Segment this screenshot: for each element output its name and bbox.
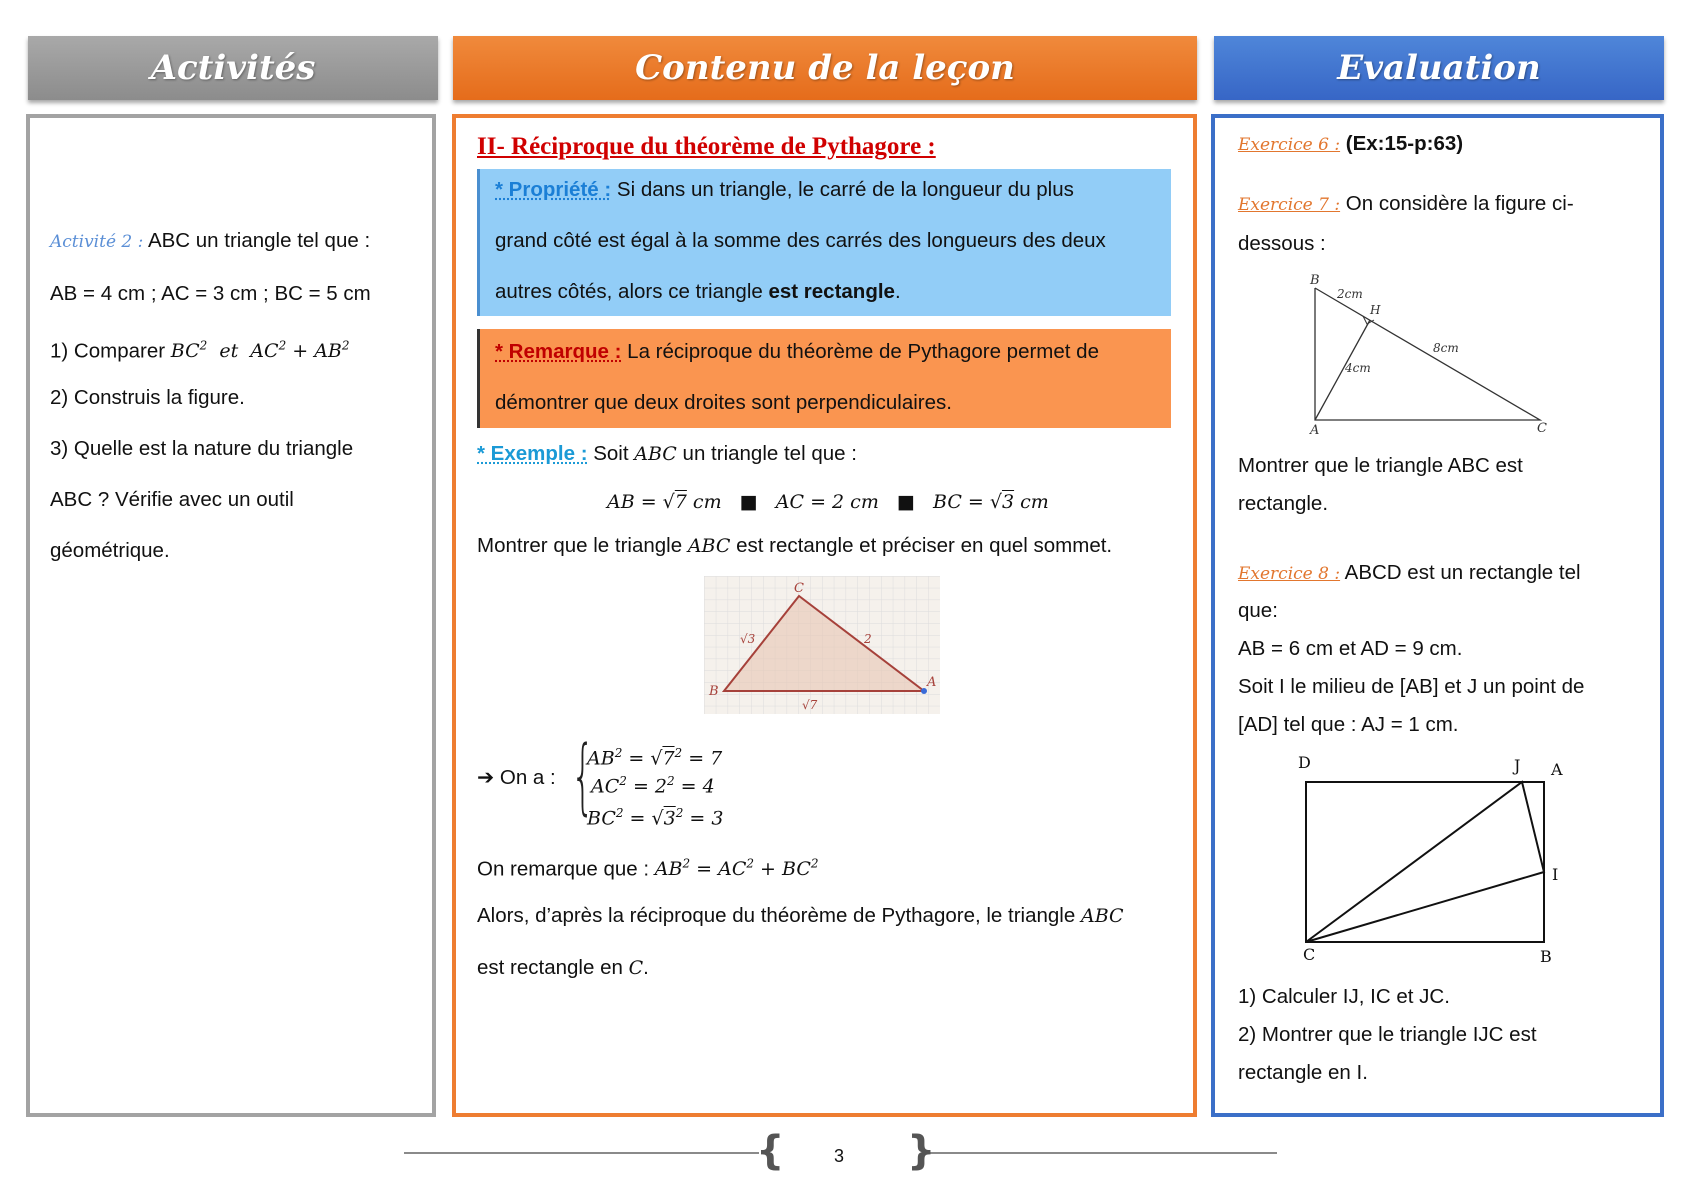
activite-q1-math: $BC^2$ et $AC^2 + AB^2$	[170, 339, 350, 363]
propriete-text3b: est rectangle	[768, 280, 895, 303]
ex8-line4: Soit I le milieu de [AB] et J un point de	[1238, 675, 1585, 698]
rect-en-text: est rectangle en	[477, 956, 623, 979]
ex8-rectangle	[1306, 782, 1544, 942]
on-a-label: ➔ On a :	[477, 766, 556, 789]
montrer-text-a: Montrer que le triangle	[477, 534, 683, 557]
remarque-que-text: On remarque que :	[477, 857, 650, 881]
fig1-label-sqrt3: √3	[740, 632, 756, 646]
ex7-line1	[1238, 191, 1574, 218]
remarque-box	[477, 329, 1171, 428]
alors-text: Alors, d’après la réciproque du théorème de Pythagore, le triangle	[477, 904, 1076, 927]
activite-q3c: géométrique.	[50, 539, 170, 562]
propriete-line1	[495, 177, 1074, 203]
remarque-text1: La réciproque du théorème de Pythagore permet de	[627, 340, 1099, 363]
remarque-line1	[495, 339, 1099, 365]
fig3-label-i: I	[1552, 865, 1559, 884]
propriete-line3	[495, 279, 901, 305]
ex8-line2: que:	[1238, 599, 1278, 622]
rect-en-c: C	[628, 957, 644, 979]
activite-q3a: 3) Quelle est la nature du triangle	[50, 437, 354, 460]
fig2-label-c: C	[1537, 421, 1547, 435]
remarque-label: * Remarque :	[495, 340, 622, 363]
rect-en-period: .	[643, 956, 649, 979]
fig1-label-a: A	[927, 675, 937, 690]
activite-line1: AB = 4 cm ; AC = 3 cm ; BC = 5 cm	[50, 282, 371, 305]
fig1-label-sqrt7: √7	[802, 698, 818, 712]
montrer-text-b: est rectangle et préciser en quel sommet.	[736, 534, 1113, 557]
ex7-text1: On considère la figure ci-	[1345, 192, 1574, 215]
fig1-label-c: C	[794, 581, 804, 596]
activite-q3b: ABC ? Vérifie avec un outil	[50, 488, 294, 511]
propriete-label: * Propriété :	[495, 178, 612, 201]
ex6-ref: (Ex:15-p:63)	[1345, 132, 1464, 155]
exemple-text-b: un triangle tel que :	[682, 442, 857, 465]
ex8-label: Exercice 8 :	[1238, 564, 1341, 584]
activite-intro-text: ABC un triangle tel que :	[147, 229, 371, 252]
activite-intro	[50, 228, 370, 255]
ex7-q2: rectangle.	[1238, 492, 1329, 515]
ex8-figure	[1285, 750, 1575, 970]
propriete-line2: grand côté est égal à la somme des carrés des longueurs des deux	[495, 229, 1106, 252]
lesson-title: II- Réciproque du théorème de Pythagore :	[477, 133, 936, 160]
exemple-values: AB = √7 cm ■ AC = 2 cm ■ BC = √3 cm	[607, 491, 1049, 513]
fig3-label-b: B	[1540, 947, 1552, 966]
exemple-abc: ABC	[634, 443, 677, 465]
system-line1: $AB^2 = √7^2 = 7$	[587, 746, 723, 770]
fig1-label-b: B	[709, 684, 719, 699]
ex8-q3: rectangle en I.	[1238, 1061, 1368, 1084]
alors-abc: ABC	[1080, 905, 1124, 927]
fig2-label-a: A	[1310, 423, 1320, 435]
ex8-text1: ABCD est un rectangle tel	[1344, 561, 1581, 584]
fig2-label-h: H	[1370, 303, 1381, 317]
footer-line-left	[404, 1152, 759, 1154]
triangle-figure	[704, 576, 940, 714]
ex7-q1: Montrer que le triangle ABC est	[1238, 454, 1523, 477]
rect-en-line	[477, 955, 649, 981]
remarque-que-line	[477, 851, 819, 882]
ex8-q1: 1) Calculer IJ, IC et JC.	[1238, 985, 1450, 1008]
activite-q2: 2) Construis la figure.	[50, 386, 245, 409]
system-brace: {	[571, 729, 595, 824]
montrer-abc: ABC	[687, 535, 731, 557]
page-number: 3	[834, 1146, 845, 1166]
ex6-line	[1238, 131, 1463, 158]
ex7-figure	[1305, 270, 1565, 435]
ex8-line1	[1238, 560, 1581, 587]
fig2-label-4cm: 4cm	[1345, 361, 1371, 375]
fig3-label-j: J	[1514, 756, 1521, 775]
ex7-label: Exercice 7 :	[1238, 195, 1341, 215]
montrer-line	[477, 533, 1112, 559]
fig1-label-2: 2	[864, 632, 872, 646]
activite-q1-text: 1) Comparer	[50, 339, 166, 363]
propriete-text1: Si dans un triangle, le carré de la longueur du plus	[616, 178, 1074, 201]
propriete-text3c: .	[894, 280, 901, 303]
activite-label: Activité 2 :	[50, 232, 144, 252]
header-activites: Activités	[28, 36, 438, 100]
propriete-text3a: autres côtés, alors ce triangle	[495, 280, 769, 303]
fig3-label-a: A	[1551, 760, 1563, 779]
fig2-label-b: B	[1310, 273, 1320, 288]
system-line2: $AC^2 = 2^2 = 4$	[591, 774, 715, 798]
exemple-label: * Exemple :	[477, 442, 588, 465]
fig2-label-8cm: 8cm	[1433, 341, 1459, 355]
activite-q1	[50, 333, 350, 364]
alors-line	[477, 903, 1124, 929]
ex6-label: Exercice 6 :	[1238, 135, 1341, 155]
footer-brace-left: {	[756, 1128, 785, 1174]
header-contenu: Contenu de la leçon	[453, 36, 1197, 100]
ex8-line3: AB = 6 cm et AD = 9 cm.	[1238, 637, 1463, 660]
ex8-triangle	[1306, 782, 1544, 942]
remarque-que-math: $AB^2 = AC^2 + BC^2$	[654, 857, 819, 881]
activites-panel	[26, 114, 436, 1117]
fig2-label-2cm: 2cm	[1337, 287, 1363, 301]
exemple-text-a: Soit	[593, 442, 629, 465]
header-evaluation: Evaluation	[1214, 36, 1664, 100]
ex8-line5: [AD] tel que : AJ = 1 cm.	[1238, 713, 1459, 736]
fig3-label-d: D	[1298, 753, 1311, 772]
fig3-label-c: C	[1303, 945, 1316, 964]
exemple-line	[477, 441, 857, 467]
remarque-line2: démontrer que deux droites sont perpendiculaires.	[495, 391, 952, 414]
footer-brace-right: }	[907, 1128, 936, 1174]
ex7-line2: dessous :	[1238, 232, 1326, 255]
system-line3: $BC^2 = √3^2 = 3$	[587, 806, 724, 830]
ex7-triangle	[1315, 288, 1540, 420]
ex8-q2: 2) Montrer que le triangle IJC est	[1238, 1023, 1537, 1046]
propriete-box	[477, 169, 1171, 316]
footer-line-right	[925, 1152, 1277, 1154]
